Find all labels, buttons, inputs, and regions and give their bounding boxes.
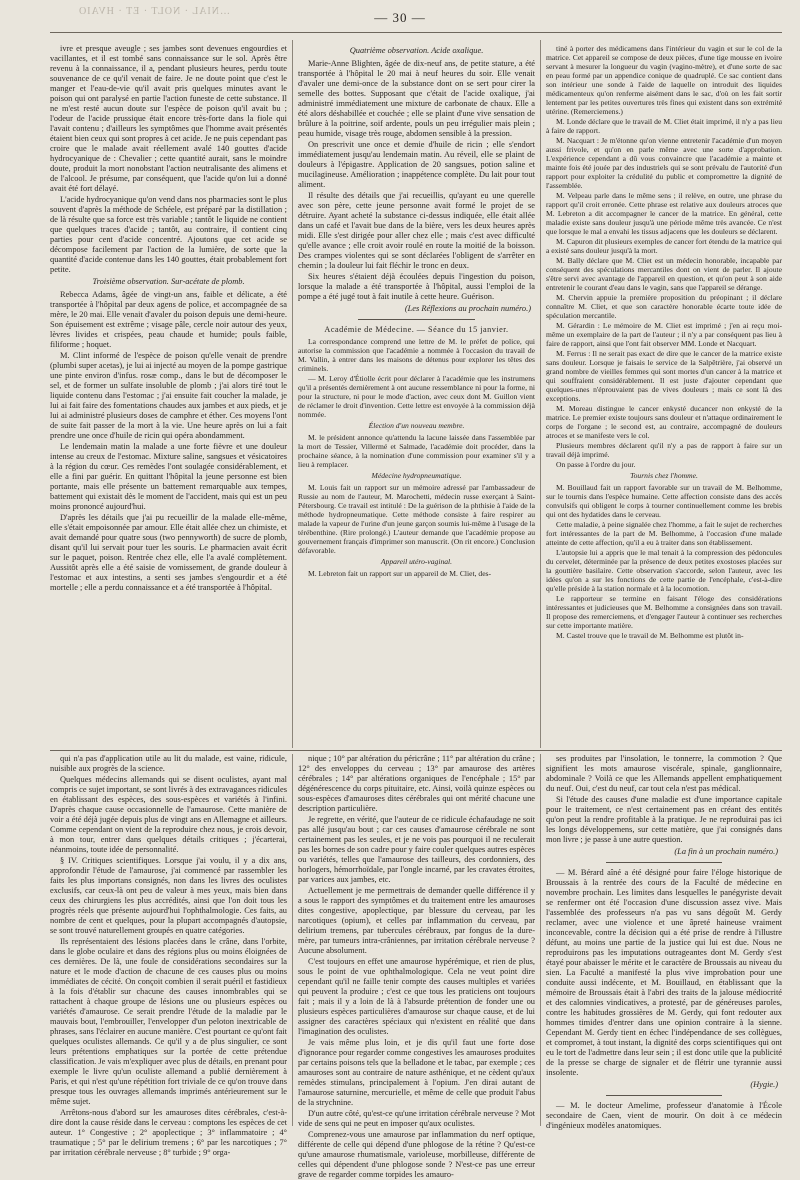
paragraph: L'acide hydrocyanique qu'on vend dans nos pharmacies sont le plus souvent d'après la méthode de Schéele, est préparé par la distillation ; de là résulte que sa force est très variable ; tantôt le liquide ne contient que quelques traces d'acide ; tantôt, au contraire, il contient cinq parties pour cent d'acide concentré. Ajoutons que cet acide se décompose facilement par l'action de la lumière, de sorte que la quantité d'acide contenue dans les 140 gouttes, était probablement fort petite. (50, 195, 287, 274)
paragraph: Le rapporteur se termine en faisant l'éloge des considérations intéressantes et judicieuses que M. Belhomme a consignées dans son travail. Il propose des remerciemens, et d'engager l'auteur à continuer ses recherches sur cette importante matière. (546, 594, 782, 630)
paragraph: Comprenez-vous une amaurose par inflammation du nerf optique, différente de celle qui dépend d'une phlogose de la rétine ? Qu'est-ce qu'une amaurose rhumatismale, varioleuse, morbilleuse, différente de celles qui dépendent d'une phlogose sonde ? N'est-ce pas une erreur grave de regarder comme torpides les amauro- (298, 1130, 535, 1179)
paragraph: Plusieurs membres déclarent qu'il n'y a pas de rapport à faire sur un travail déjà imprimé. (546, 441, 782, 459)
section-divider (50, 750, 782, 751)
subsection-heading: Appareil utéro-vaginal. (380, 557, 453, 566)
page-number: — 30 — (374, 10, 426, 25)
paragraph: On prescrivit une once et demie d'huile de ricin ; elle s'endort immédiatement jusqu'au lendemain matin. Au réveil, elle se plaint de douleurs à l'épigastre. Application de 20 sangsues, potion saline et mucilagineuse. Amélioration ; inappétence complète. Du lait pour tout aliment. (298, 140, 535, 189)
paragraph: tiné à porter des médicamens dans l'intérieur du vagin et sur le col de la matrice. Cet appareil se compose de deux pièces, d'une tige mousse en ivoire servant à mesurer la longueur du vagin (vagino-mètre), et d'une sorte de sac en peau formé par un appendice conique de quadruplé. Ce sac contient dans son intérieur une sonde à l'aide de laquelle on introduit des liquides médicamenteux qu'on renferme aisément dans le sac, d'où on les fait sortir lentement par les petites ouvertures très fines qui existent dans son extrémité utérine. (Remerciemens.) (546, 44, 782, 116)
paragraph: M. le président annonce qu'attendu la lacune laissée dans l'assemblée par la mort de Tessier, Villermé et Salmade, l'académie doit procéder, dans la prochaine séance, à la nomination d'une commission pour examiner s'il y a lieu à remplacer. (298, 433, 535, 469)
subsection-heading: Tournis chez l'homme. (630, 471, 698, 480)
paragraph: Actuellement je me permettrais de demander quelle différence il y a sous le rapport des symptômes et du traitement entre les amauroses dites congestive, apoplectique, par blessure du cerveau, par les narcotiques (opium), et celles par inflammation du cerveau, par delirium tremens, par tubercules cérébraux, par fongus de la dure-mère, par tumeurs intra-crâniennes, par irritation cérébrale nerveuse ? Aucune absolument. (298, 886, 535, 955)
column-4 (50, 754, 287, 1157)
paragraph: Je regrette, en vérité, que l'auteur de ce ridicule échafaudage ne soit pas allé jusqu'au bout ; car ces causes d'amaurose cérébrale ne sont certainement pas les seules, et je ne vois pas pourquoi il ne reculerait pas les bornes de son cadre pour y faire couler quelques autres espèces ou variétés, telles que l'amaurose des tailleurs, des cordonniers, des horlogers, hémorrhoïdale, par l'ongle incarné, par les cravates étroites, par varices aux jambes, etc. (298, 815, 535, 884)
paragraph: M. Capuron dit plusieurs exemples de cancer fort étendu de la matrice qui a existé sans douleur jusqu'à la mort. (546, 237, 782, 255)
academy-title: Académie de Médecine. — Séance du 15 janvier. (324, 325, 509, 334)
column-3 (546, 44, 782, 749)
divider-rule (606, 862, 722, 863)
source-attribution: (Hygie.) (750, 1080, 778, 1089)
paragraph: — M. Leroy d'Étiolle écrit pour déclarer à l'académie que les instrumens qu'il a présentés dernièrement à ont aucune ressemblance ni pour la forme, ni pour la structure, ni pour le mode d'action, avec ceux dont M. Guillon vient de réclamer le droit d'invention. Cette lettre est envoyée à la commission déjà nommée. (298, 374, 535, 419)
paragraph: nique ; 10° par altération du péricrâne ; 11° par altération du crâne ; 12° des enveloppes du cerveau ; 13° par amaurose des artères cérébrales ; 14° par altérations organiques de l'encéphale ; 15° par dégénérescence du corps pituitaire, etc. Ainsi, voilà quinze espèces ou sous-espèces d'amauroses dites cérébrales qui ont mérité chacune une description particulière. (298, 754, 535, 813)
paragraph: Cette maladie, à peine signalée chez l'homme, a fait le sujet de recherches fort intéressantes de la part de M. Belhomme, à l'occasion d'une malade atteinte de cette affection, qu'il a eu à traiter dans son établissement. (546, 520, 782, 547)
paragraph: M. Moreau distingue le cancer enkysté ducancer non enkysté de la matrice. Le premier existe toujours sans douleur et n'attaque ordinairement le corps de l'organe ; le second est, au contraire, accompagné de douleurs atroces et se manifeste vers le col. (546, 404, 782, 440)
header-rule (50, 32, 782, 33)
paragraph: M. Castel trouve que le travail de M. Belhomme est plutôt in- (556, 631, 744, 640)
paragraph: La correspondance comprend une lettre de M. le préfet de police, qui autorise la commission que l'académie a nommée à l'occasion du travail de M. Vallin, à entrer dans les maisons de détenus pour explorer les têtes des criminels. (298, 337, 535, 373)
paragraph: Marie-Anne Blighten, âgée de dix-neuf ans, de petite stature, a été transportée à l'hôpital le 20 mai à neuf heures du soir. Elle venait d'avaler une demi-once de la substance dont on se sert pour cirer la semelle des bottes. Supposant que c'était de l'acide oxalique, j'ai administré immédiatement une mixture de carbonate de chaux. Elle a été alors déshabillée et couchée ; elle se plaint d'une vive sensation de brûlure à la poitrine, soif ardente, pouls un peu irrégulier mais plein ; peau humide, visage très rouge, abdomen sensible à la pression. (298, 59, 535, 138)
paragraph: L'autopsie lui a appris que le mal tenait à la compression des pédoncules du cervelet, déterminée par la présence de deux petites exostoses placées sur la gouttière basilaire. Cette observation s'accorde, selon l'auteur, avec les idées qu'on a sur les fonctions de cette partie de l'encéphale, c'est-à-dire qu'elle préside à la station normale et à la locomotion. (546, 548, 782, 593)
column-divider (540, 754, 541, 1126)
paragraph: M. Velpeau parle dans le même sens ; il relève, en outre, une phrase du rapport qu'il croit erronée. Cette phrase est relative aux douleurs atroces que M. Lebreton a dit accompagner le cancer de la matrice. En général, cette maladie existe sans douleur jusqu'à une période même très avancée. Ce n'est que lorsque le mal a envahi les tissus adjacens que les douleurs se déclarent. (546, 191, 782, 236)
column-divider (292, 754, 293, 1126)
paragraph: — M. le docteur Amelime, professeur d'anatomie à l'École secondaire de Caen, vient de mourir. On doit à ce médecin d'ingénieux modèles anatomiques. (546, 1101, 782, 1130)
paragraph: Quelques médecins allemands qui se disent oculistes, ayant mal compris ce sujet important, se sont livrés à des extravagances ridicules en établissant des espèces, des sous-espèces et variétés à l'infini. D'après chaque cause occasionnelle de l'amaurose. Cette manière de voir a été déjà jugée depuis plus de vingt ans en Allemagne et ailleurs. Comme cependant on vient de la reproduire chez nous, je crois devoir, à mon tour, entrer dans quelques détails critiques ; j'écarterai, néanmoins, toute idée de personnalité. (50, 775, 287, 854)
paragraph: M. Clint informé de l'espèce de poison qu'elle venait de prendre (plumbi super acetas), je lui ai injecté au moyen de la pompe gastrique une pinte environ d'infus. rosæ comp., dans le but de décomposer le sel, et de former un sulfate insoluble de plomb ; j'ai alors tiré tout le liquide contenu dans l'estomac ; j'ai ensuite fait coucher la malade, je lui ai fait faire des fomentations chaudes aux jambes et aux pieds, et je lui ai administré plusieurs doses de camphre et éther. Ces moyens l'ont de suite fait passer de la mort à la vie. Une heure après on lui a fait prendre une once d'huile de ricin qui opéra abondamment. (50, 351, 287, 440)
paragraph: ivre et presque aveugle ; ses jambes sont devenues engourdies et vacillantes, et il est tombé sans connaissance sur le sol. Après être revenu à la connaissance, il a, pendant plusieurs heures, perdu toute souvenance de ce qu'il venait de faire. Je ne doute point que c'est le manger et l'eau-de-vie qu'il avait pris quelques minutes avant le poison qui ont paralysé en partie l'action funeste de cette substance. Il ne m'est resté aucun doute sur l'espèce de poison qu'il avait bu ; l'odeur de l'acide prussique était encore très-forte dans la fiole qui l'avait contenu ; d'ailleurs les symptômes que l'homme avait présentés étaient bien ceux qui sont propres à cet acide. Je ne puis cependant pas croire que le malade avait réellement avalé 140 gouttes d'acide hydrocyanique de : Chevalier ; cette quantité aurait, sans le moindre doute, produit la mort nonobstant l'action neutralisante des alimens et de l'alcool. Je présume, par conséquent, que l'acide qu'on lui a donné avait été fort délayé. (50, 44, 287, 193)
paragraph: M. Bally déclare que M. Cliet est un médecin honorable, incapable par conséquent des spéculations mercantiles dont on vient de parler. Il ajoute s'être servi avec avantage de l'appareil en question, et qu'on peut à son aide entretenir le courant d'eau dans le vagin, sans que l'appareil se dérange. (546, 256, 782, 292)
paragraph: Ils représentaient des lésions placées dans le crâne, dans l'orbite, dans le globe oculaire et dans des régions plus ou moins éloignées de ces dernières. De là, une foule de considérations secondaires sur la nature et le mode d'action de chacune de ces causes plus ou moins immédiates de cécité. On conçoit combien il serait puéril et fastidieux à la fois d'établir sur chacune des causes innombrables qui se rattachent à chaque groupe de lésions une ou plusieurs espèces ou variétés d'amaurose. Ce serait prendre l'étude de la maladie par le mauvais bout, l'embrouiller, l'envelopper d'un peloton inextricable de phrases, sans l'éclairer en aucune manière. C'est pourtant ce qu'ont fait quelques oculistes allemands. Ce qu'il y a de plus singulier, ce sont leurs prétentions emphatiques sur la portée de cette prétendue classification. Je vais m'expliquer avec plus de détails, en prenant pour exemple le livre qu'un oculiste allemand a publié dernièrement à Paris, et qui n'est qu'une répétition fort triviale de ce qu'on trouve dans presque tous les ouvrages allemands imprimés antérieurement sur le même sujet. (50, 937, 287, 1106)
column-2 (298, 44, 535, 749)
paragraph: ses produites par l'insolation, le tonnerre, la commotion ? Que signifient les mots amaurose viscérale, spinale, ganglionnaire, abdominale ? Voilà ce que les Allemands appellent emphatiquement du neuf. Oui, c'est du neuf, car tout cela n'est pas médical. (546, 754, 782, 793)
paragraph: Six heures s'étaient déjà écoulées depuis l'ingestion du poison, lorsque la malade a été transportée à l'hôpital, aussi l'emploi de la pompe a été jugé tout à fait inutile à cette heure. Guérison. (298, 272, 535, 301)
paragraph: M. Chervin appuie la première proposition du préopinant ; il déclare connaître M. Cliet, et que son caractère honorable écarte toute idée de spéculation mercantile. (546, 293, 782, 320)
divider-rule (606, 1095, 722, 1096)
paragraph: M. Gérardin : Le mémoire de M. Cliet est imprimé ; j'en ai reçu moi-même un exemplaire de la part de l'auteur ; il n'y a par conséquent pas lieu à faire de rapport, ainsi que l'ont fait observer MM. Londe et Nacquart. (546, 321, 782, 348)
paragraph: Il résulte des détails que j'ai recueillis, qu'ayant eu une querelle avec son père, cette jeune personne avait formé le projet de se détruire. Ayant acheté la substance ci-dessus indiquée, elle était allée dans un café et l'avait bue dans de la bière, vers les deux heures après midi. Elle s'est dirigée pour aller chez elle ; mais c'est avec difficulté qu'elle avance ; elle croit avoir roulé en route la moitié de la boisson. Des crampes violentes qui se sont déclarées l'obligent de s'arrêter en chemin ; la douleur lui fait fléchir le tronc en deux. (298, 191, 535, 270)
continuation-note: (La fin à un prochain numéro.) (674, 847, 778, 856)
paragraph: qui n'a pas d'application utile au lit du malade, est vaine, ridicule, nuisible aux progrès de la science. (50, 754, 287, 773)
paragraph: M. Lebreton fait un rapport sur un appareil de M. Cliet, des- (308, 569, 492, 578)
paragraph: — M. Bérard aîné a été désigné pour faire l'éloge historique de Broussais à la rentrée des cours de la Faculté de médecine en novembre prochain. Les limites dans lesquelles le panégyriste devait se renfermer ont été l'occasion d'une discussion assez vive. Mais l'assemblée des professeurs n'a pas vu sans dégoût M. Gerdy reclamer, avec une violence et une âpreté haineuse vraiment inconcevable, contre la décision qui a été prise de rendre à l'illustre défunt, au moins une partie de la justice qui lui est due. Nous ne reproduirons pas les imputations outrageantes dont M. Gerdy s'est étayé pour abaisser le mérite et le caractère de Broussais au niveau du sien. La Faculté a manifesté la plus vive improbation pour une conduite aussi indécente, et M. Bouillaud, en établissant que la mémoire de Broussais était à l'abri des traits de la jalouse médiocrité et des calomnies vindicatives, a protesté, par de généreuses paroles, contre les habitudes grossières de M. Gerdy, qui font redouter aux hommes timides d'entrer dans une opinion contraire à la sienne. Cependant M. Gerdy tient en échec l'indépendance de ses collègues, et compromet, à tout instant, la dignité des corps scientifiques qui ont eu le tort de l'admettre dans leur sein ; il est donc utile que la publicité de la presse se charge de signaler et de flétrir une tyrannie aussi insolente. (546, 868, 782, 1077)
paragraph: Le lendemain matin la malade a une forte fièvre et une douleur intense au creux de l'estomac. Mixture saline, sangsues et vésicatoires à la région du cœur. Ces remèdes l'ont soulagée considérablement, et elle a fini par guérir. En quittant l'hôpital la jeune personne est bien portante, mais elle présente un battement remarquable aux tempes, battement qui existait dès le moment de l'accident, mais qui est un peu moins prononcé aujourd'hui. (50, 442, 287, 511)
paragraph: Je vais même plus loin, et je dis qu'il faut une forte dose d'ignorance pour regarder comme congestives les amauroses produites par certains poisons tels que la belladone et le tabac, par exemple ; ces amauroses sont au contraire de nature asthénique, et ne cèdent qu'aux remèdes stimulans, principalement à l'opium. J'en dirai autant de l'amaurose saturnine, mercurielle, et même de celle que produit l'abus de la strychnine. (298, 1038, 535, 1107)
bleed-through-text: …NIAL · NOLT · ET · HVAIO (78, 6, 231, 17)
column-1 (50, 44, 287, 749)
paragraph: M. Ferrus : Il ne serait pas exact de dire que le cancer de la matrice existe sans douleur. Lorsque je faisais le service de la Salpêtrière, j'ai observé un grand nombre de vieilles femmes qui sont mortes d'un cancer à la matrice et qui souffraient considérablement. Il est juste d'ajouter cependant que quelques-unes n'éprouvaient pas de vives douleurs ; mais ce sont là des exceptions. (546, 349, 782, 403)
subsection-heading: Élection d'un nouveau membre. (368, 421, 465, 430)
paragraph: § IV. Critiques scientifiques. Lorsque j'ai voulu, il y a dix ans, approfondir l'étude de l'amaurose, j'ai commencé par rassembler les faits les plus importans consignés, non dans les livres des oculistes exclusifs, car ceux-là ont peu de valeur à mes yeux, mais bien dans ceux des chirurgiens les plus accrédités, ainsi que l'on doit tous les progrès réels que présente aujourd'hui l'ophthalmologie. Ces faits, au nombre de cent et quelques, pour la plupart accompagnés d'autopsie, se sont trouvé naturellement groupés en quatre catégories. (50, 856, 287, 935)
paragraph: Si l'étude des causes d'une maladie est d'une importance capitale pour le traitement, ce n'est certainement pas en créant des entités qu'on peut la rendre profitable à la pratique. Je ne reproduirai pas ici les longs développemens, sur cette matière, que j'ai consignés dans mon livre ; je passe à une autre question. (546, 795, 782, 844)
column-5 (298, 754, 535, 1179)
column-divider (292, 40, 293, 748)
paragraph: M. Londe déclare que le travail de M. Cliet était imprimé, il n'y a pas lieu à faire de rapport. (546, 117, 782, 135)
paragraph: On passe à l'ordre du jour. (556, 460, 636, 469)
subsection-heading: Médecine hydropneumatique. (371, 471, 462, 480)
column-divider (540, 40, 541, 748)
divider-rule (358, 319, 475, 320)
paragraph: D'après les détails que j'ai pu recueillir de la malade elle-même, elle s'était empoisonnée par amour. Elle était allée chez un chimiste, et avait demandé pour quatre sous (two pennyworth) de sucre de plomb, disant qu'il lui servait pour tuer les souris. Le pharmacien avait écrit sur le paquet, poison. Rentrée chez elle, elle l'a avalé complètement. Aussitôt après elle a été saisie de vomissement, de grande douleur à l'estomac et aux intestins, a senti ses jambes s'engourdir et a été mortelle ; elle a perdu connaissance et a été transportée à l'hôpital. (50, 513, 287, 592)
paragraph: C'est toujours en effet une amaurose hypérémique, et rien de plus, sous le point de vue ophthalmologique. Cela ne veut point dire cependant qu'il ne faille tenir compte des causes multiples et variées qui peuvent la produire ; c'est ce que tous les praticiens ont toujours fait ; mais il y a loin de là à l'absurde prétention de fonder une ou plusieurs espèces particulières d'amaurose sur chaque cause, et de lui assigner des caractères spéciaux qui n'existent en réalité que dans l'imagination des oculistes. (298, 957, 535, 1036)
section-heading: Quatrième observation. Acide oxalique. (349, 46, 484, 55)
paragraph: Rebecca Adams, âgée de vingt-un ans, faible et délicate, a été transportée à l'hôpital par deux agens de police, et accompagnée de sa mère, le 20 mai. Elle venait d'avaler du poison depuis une demi-heure. Son épuisement est extrême ; visage pâle, cercle noir autour des yeux, lèvres livides et crispées, peau chaude et humide; pouls faible, filiforme ; hoquet. (50, 290, 287, 349)
paragraph: D'un autre côté, qu'est-ce qu'une irritation cérébrale nerveuse ? Mot vide de sens qui ne peut en imposer qu'aux oculistes. (298, 1109, 535, 1128)
paragraph: Arrêtons-nous d'abord sur les amauroses dites cérébrales, c'est-à-dire dont la cause réside dans le cerveau : comptons les espèces de cet auteur. 1° Congestive ; 2° apoplectique ; 3° inflammatoire ; 4° traumatique ; 5° par le delirium tremens ; 6° par les narcotiques ; 7° par irritation cérébrale nerveuse ; 8° turbide ; 9° orga- (50, 1108, 287, 1157)
column-6 (546, 754, 782, 1130)
paragraph: M. Louis fait un rapport sur un mémoire adressé par l'ambassadeur de Russie au nom de l'auteur, M. Marochetti, médecin russe exerçant à Saint-Pétersbourg. Ce travail est intitulé : De la guérison de la phthisie à l'aide de la méthode hydropneumatique. Cette méthode consiste à faire respirer au malade la vapeur de l'urine d'un jeune garçon soumis lui-même à l'usage de la térébenthine. (Rire prolongé.) L'auteur demande que l'académie propose au gouvernement français d'imprimer son manuscrit. (On rit encore.) Conclusion défavorable. (298, 483, 535, 555)
paragraph: M. Bouillaud fait un rapport favorable sur un travail de M. Belhomme, sur le tournis dans l'espèce humaine. Cette affection consiste dans des accès convulsifs qui obligent le corps à tourner continuellement comme les brebis qui ont des hydatides dans le cerveau. (546, 483, 782, 519)
section-heading: Troisième observation. Sur-acétate de plomb. (92, 277, 245, 286)
paragraph: M. Nacquart : Je m'étonne qu'on vienne entretenir l'académie d'un moyen aussi frivole, et qu'on en parle même avec une sorte d'approbation. L'expérience cependant a dû vous convaincre que l'académie a mainte et mainte fois été jouée par des industriels qui se sont prévalu de l'autorité d'un rapport pour exploiter la crédulité du public et compromettre la dignité de l'assemblée. (546, 136, 782, 190)
continuation-note: (Les Réflexions au prochain numéro.) (404, 304, 531, 313)
